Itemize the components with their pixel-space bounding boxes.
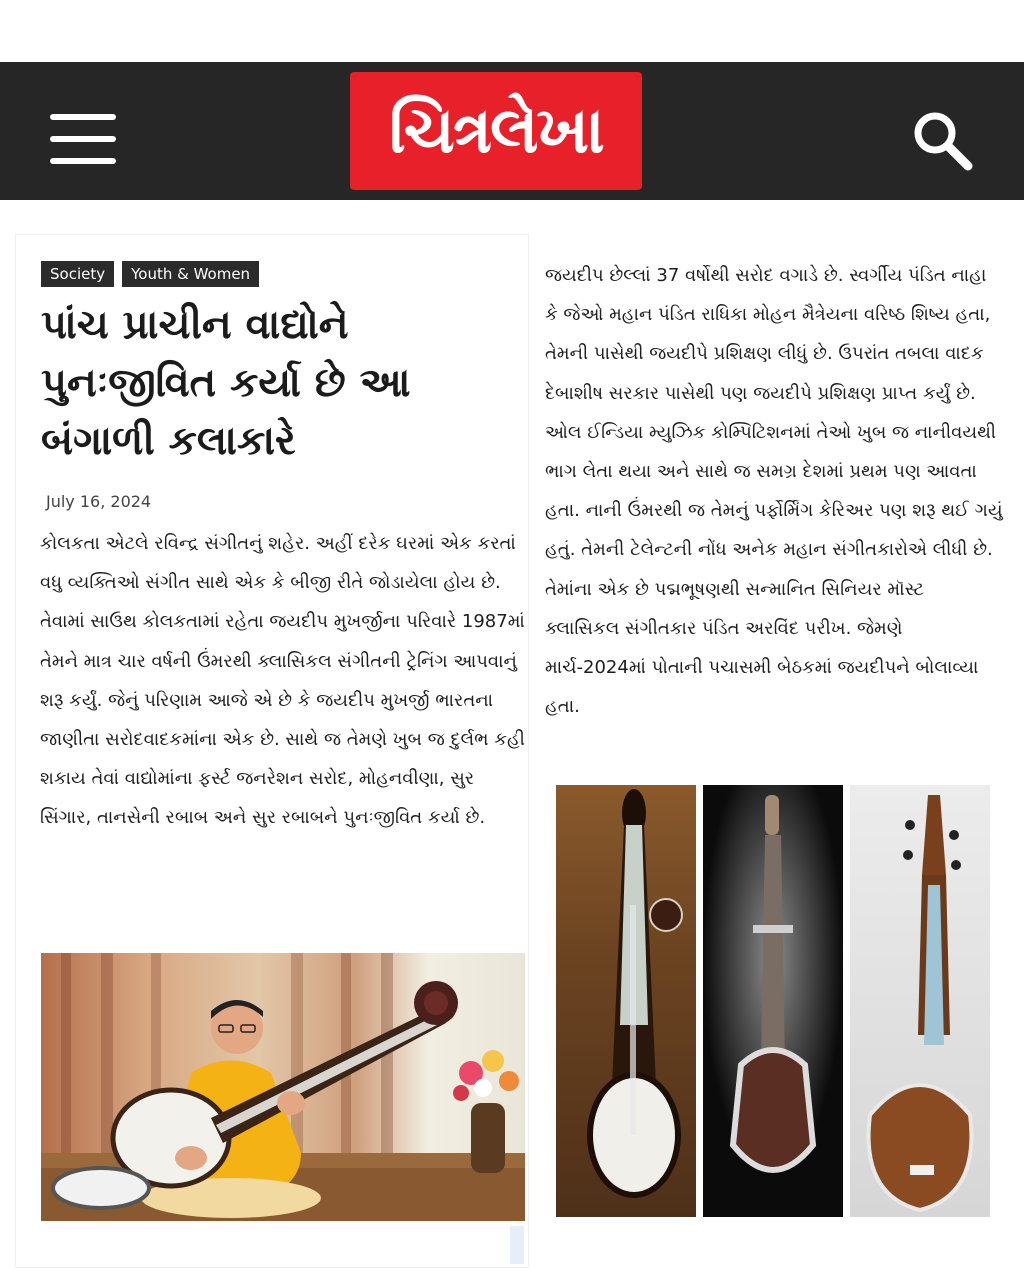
instrument-photo-sur-singar xyxy=(850,785,990,1217)
hamburger-menu-icon[interactable] xyxy=(50,114,116,164)
instrument-photo-sarod xyxy=(556,785,696,1217)
tag-youth-women[interactable]: Youth & Women xyxy=(122,261,259,287)
article-paragraph-2: જયદીપ છેલ્લાં 37 વર્ષોથી સરોદ વગાડે છે. સ્વર્ગીય પંડિત નાહા કે જેઓ મહાન પંડિત રાધિકા મોહન મૈત્રેયના વરિષ્ઠ શિષ્ય હતા, તેમની પાસેથી જયદીપે પ્રશિક્ષણ લીધું છે. ઉપરાંત તબલા વાદક દેબાશીષ સરકાર પાસેથી પણ જયદીપે પ્રશિક્ષણ પ્રાપ્ત કર્યું છે. ઓલ ઈન્ડિયા મ્યુઝિક કોમ્પિટિશનમાં તેઓ ખુબ જ નાનીવયથી ભાગ લેતા થયા અને સાથે જ સમગ્ર દેશમાં પ્રથમ પણ આવતા હતા. નાની ઉંમરથી જ તેમનું પર્ફોર્મિંગ કેરિઅર પણ શરૂ થઈ ગયું હતું. તેમની ટેલેન્ટની નોંધ અનેક મહાન સંગીતકારોએ લીધી છે. તેમાંના એક છે પદ્મભૂષણથી સન્માનિત સિનિયર મૉસ્ટ ક્લાસિકલ સંગીતકાર પંડિત અરવિંદ પરીખ. જેમણે માર્ચ-2024માં પોતાની પચાસમી બેઠકમાં જયદીપને બોલાવ્યા હતા. xyxy=(545,265,1003,718)
article-title: પાંચ પ્રાચીન વાદ્યોને પુનઃજીવિત કર્યા છે આ બંગાળી કલાકારે xyxy=(41,302,411,464)
sarod-illustration xyxy=(556,785,696,1217)
musician-illustration xyxy=(41,953,525,1221)
veena-illustration xyxy=(703,785,843,1217)
search-icon[interactable] xyxy=(910,108,974,172)
card-edge xyxy=(510,1226,524,1264)
instrument-photo-mohan-veena xyxy=(703,785,843,1217)
article-paragraph-1: કોલકતા એટલે રવિન્દ્ર સંગીતનું શહેર. અહીં દરેક ઘરમાં એક કરતાં વધુ વ્યક્તિઓ સંગીત સાથે એક કે બીજી રીતે જોડાયેલા હોય છે. તેવામાં સાઉથ કોલકતામાં રહેતા જયદીપ મુખર્જીના પરિવારે 1987માં તેમને માત્ર ચાર વર્ષની ઉંમરથી ક્લાસિકલ સંગીતની ટ્રેનિંગ આપવાનું શરૂ કર્યું. જેનું પરિણામ આજે એ છે કે જયદીપ મુખર્જી ભારતના જાણીતા સરોદવાદકમાંના એક છે. સાથે જ તેમણે ખુબ જ દુર્લભ કહી શકાય તેવાં વાદ્યોમાંના ફર્સ્ટ જનરેશન સરોદ, મોહનવીણા, સુર સિંગાર, તાનસેની રબાબ અને સુર રબાબને પુનઃજીવિત કર્યા છે. xyxy=(40,533,525,829)
tag-society[interactable]: Society xyxy=(41,261,114,287)
site-header xyxy=(0,62,1024,200)
musician-photo xyxy=(41,953,525,1221)
category-tags xyxy=(41,261,259,287)
article-date: July 16, 2024 xyxy=(46,492,152,511)
sursingar-illustration xyxy=(850,785,990,1217)
site-logo[interactable]: ચિત્રલેખા xyxy=(350,72,642,190)
